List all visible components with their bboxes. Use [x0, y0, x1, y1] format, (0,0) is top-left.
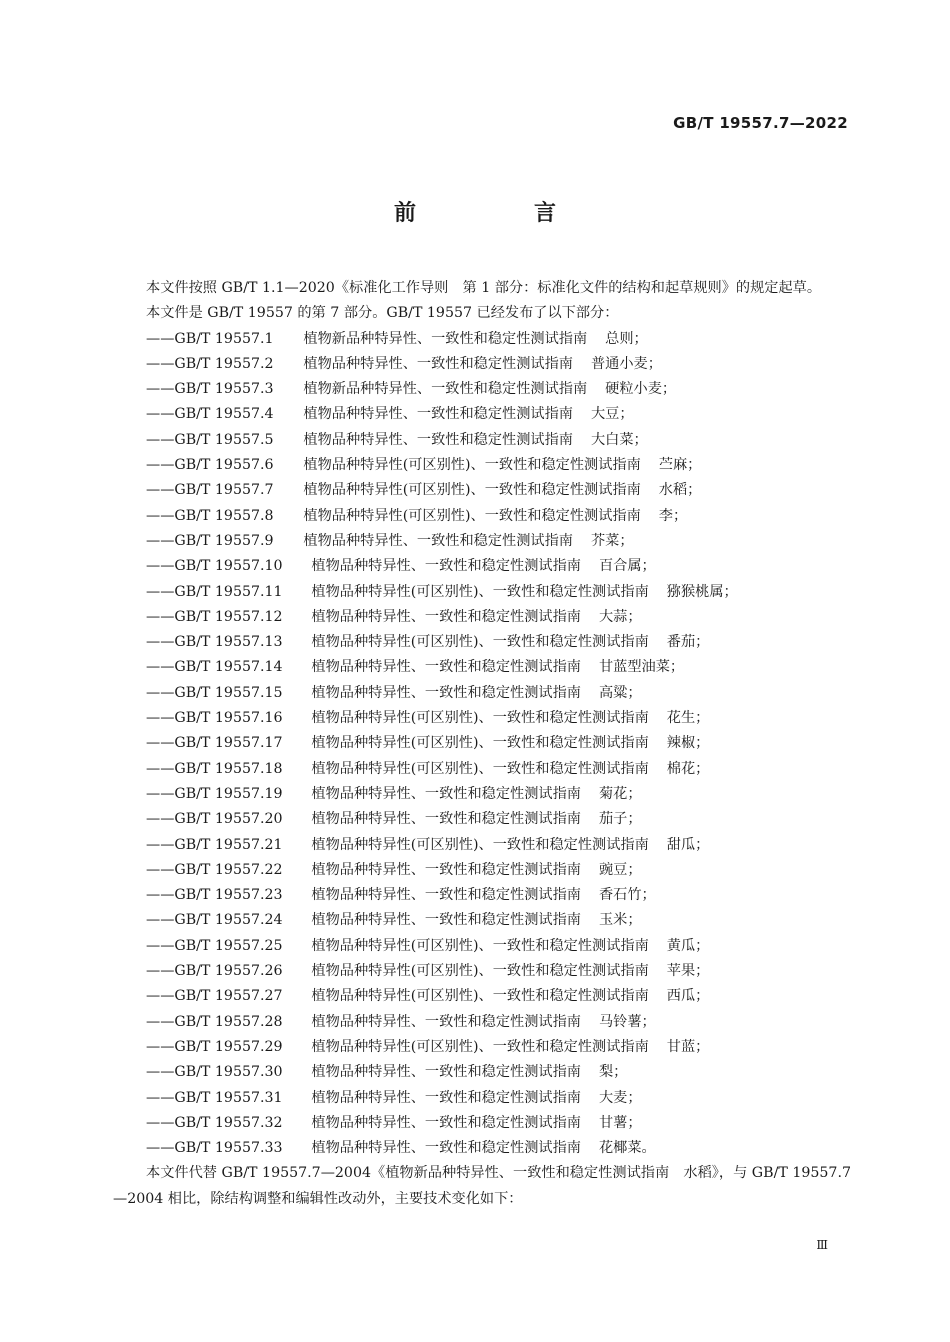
part-code: GB/T 19557.1	[174, 330, 274, 347]
part-code: GB/T 19557.27	[174, 988, 283, 1005]
part-crop: 大麦；	[598, 1089, 642, 1106]
closing-paragraph: 本文件代替 GB/T 19557.7—2004《植物新品种特异性、一致性和稳定性测试指南 水稻》，与 GB/T 19557.7—2004 相比，除结构调整和编辑性改动外，主要技术变化如下：	[113, 1165, 851, 1207]
list-dash: ——	[146, 558, 175, 575]
document-code: GB/T 19557.7—2022	[673, 114, 848, 132]
list-dash: ——	[146, 684, 175, 701]
part-title: 植物品种特异性(可区别性)、一致性和稳定性测试指南	[311, 963, 649, 980]
part-title: 植物新品种特异性、一致性和稳定性测试指南	[303, 381, 588, 398]
part-code: GB/T 19557.2	[174, 355, 274, 372]
list-item	[113, 1060, 851, 1085]
part-code: GB/T 19557.28	[174, 1013, 283, 1030]
list-item	[113, 1136, 851, 1161]
list-dash: ——	[146, 482, 175, 499]
list-item	[113, 1035, 851, 1060]
part-code: GB/T 19557.18	[174, 760, 283, 777]
list-dash: ——	[146, 1140, 175, 1157]
part-title: 植物品种特异性(可区别性)、一致性和稳定性测试指南	[311, 710, 649, 727]
part-crop: 棉花；	[666, 760, 710, 777]
part-title: 植物品种特异性(可区别性)、一致性和稳定性测试指南	[311, 1038, 649, 1055]
part-title: 植物品种特异性(可区别性)、一致性和稳定性测试指南	[311, 735, 649, 752]
list-item	[113, 402, 851, 427]
intro-paragraph-1: 本文件按照 GB/T 1.1—2020《标准化工作导则 第 1 部分：标准化文件的结构和起草规则》的规定起草。	[146, 280, 822, 296]
part-title: 植物品种特异性、一致性和稳定性测试指南	[311, 912, 581, 929]
part-code: GB/T 19557.23	[174, 887, 283, 904]
part-crop: 菊花；	[598, 785, 642, 802]
part-crop: 茄子；	[598, 811, 642, 828]
part-title: 植物品种特异性(可区别性)、一致性和稳定性测试指南	[311, 988, 649, 1005]
list-dash: ——	[146, 1114, 175, 1131]
list-dash: ——	[146, 659, 175, 676]
part-crop: 普通小麦；	[590, 355, 662, 372]
part-code: GB/T 19557.12	[174, 608, 283, 625]
part-code: GB/T 19557.32	[174, 1114, 283, 1131]
list-item	[113, 428, 851, 453]
part-crop: 马铃薯；	[598, 1013, 656, 1030]
parts-list	[113, 327, 851, 1162]
part-code: GB/T 19557.25	[174, 937, 283, 954]
part-crop: 花椰菜。	[598, 1140, 656, 1157]
list-item	[113, 959, 851, 984]
part-title: 植物品种特异性(可区别性)、一致性和稳定性测试指南	[311, 760, 649, 777]
list-item	[113, 478, 851, 503]
list-dash: ——	[146, 608, 175, 625]
part-title: 植物品种特异性、一致性和稳定性测试指南	[311, 1064, 581, 1081]
list-dash: ——	[146, 861, 175, 878]
part-crop: 苹果；	[666, 963, 710, 980]
list-item	[113, 554, 851, 579]
part-crop: 大白菜；	[590, 431, 648, 448]
list-item	[113, 681, 851, 706]
part-crop: 大蒜；	[598, 608, 642, 625]
part-title: 植物品种特异性、一致性和稳定性测试指南	[303, 406, 573, 423]
list-item	[113, 757, 851, 782]
part-code: GB/T 19557.19	[174, 785, 283, 802]
part-code: GB/T 19557.6	[174, 457, 274, 474]
list-item	[113, 934, 851, 959]
list-dash: ——	[146, 937, 175, 954]
list-item	[113, 731, 851, 756]
part-crop: 番茄；	[666, 634, 710, 651]
list-item	[113, 807, 851, 832]
part-title: 植物品种特异性(可区别性)、一致性和稳定性测试指南	[303, 457, 641, 474]
part-crop: 水稻；	[658, 482, 702, 499]
list-item	[113, 453, 851, 478]
part-crop: 梨；	[598, 1064, 628, 1081]
part-crop: 硬粒小麦；	[605, 381, 677, 398]
list-item	[113, 883, 851, 908]
list-item	[113, 630, 851, 655]
part-crop: 苎麻；	[658, 457, 702, 474]
part-code: GB/T 19557.17	[174, 735, 283, 752]
part-crop: 李；	[658, 507, 688, 524]
document-body	[113, 276, 851, 1212]
part-crop: 甜瓜；	[666, 836, 710, 853]
part-crop: 黄瓜；	[666, 937, 710, 954]
part-title: 植物品种特异性、一致性和稳定性测试指南	[311, 1089, 581, 1106]
part-title: 植物品种特异性、一致性和稳定性测试指南	[311, 558, 581, 575]
part-crop: 甘蓝型油菜；	[598, 659, 685, 676]
part-code: GB/T 19557.4	[174, 406, 274, 423]
part-crop: 西瓜；	[666, 988, 710, 1005]
list-dash: ——	[146, 431, 175, 448]
part-title: 植物品种特异性(可区别性)、一致性和稳定性测试指南	[311, 937, 649, 954]
part-code: GB/T 19557.31	[174, 1089, 283, 1106]
part-code: GB/T 19557.26	[174, 963, 283, 980]
list-item	[113, 706, 851, 731]
part-crop: 甘蓝；	[666, 1038, 710, 1055]
list-dash: ——	[146, 1013, 175, 1030]
part-title: 植物品种特异性、一致性和稳定性测试指南	[303, 532, 573, 549]
part-code: GB/T 19557.7	[174, 482, 274, 499]
part-title: 植物品种特异性、一致性和稳定性测试指南	[311, 811, 581, 828]
list-item	[113, 580, 851, 605]
intro-paragraph-2: 本文件是 GB/T 19557 的第 7 部分。GB/T 19557 已经发布了以下部分：	[146, 305, 619, 322]
list-dash: ——	[146, 912, 175, 929]
list-dash: ——	[146, 634, 175, 651]
part-crop: 豌豆；	[598, 861, 642, 878]
part-code: GB/T 19557.3	[174, 381, 274, 398]
part-code: GB/T 19557.14	[174, 659, 283, 676]
list-dash: ——	[146, 1089, 175, 1106]
part-title: 植物品种特异性、一致性和稳定性测试指南	[311, 887, 581, 904]
list-dash: ——	[146, 988, 175, 1005]
page-number: Ⅲ	[816, 1238, 828, 1252]
part-code: GB/T 19557.20	[174, 811, 283, 828]
list-dash: ——	[146, 735, 175, 752]
list-dash: ——	[146, 507, 175, 524]
list-dash: ——	[146, 330, 175, 347]
list-item	[113, 1010, 851, 1035]
list-item	[113, 1111, 851, 1136]
part-code: GB/T 19557.21	[174, 836, 283, 853]
part-title: 植物品种特异性、一致性和稳定性测试指南	[311, 1114, 581, 1131]
list-dash: ——	[146, 760, 175, 777]
part-title: 植物新品种特异性、一致性和稳定性测试指南	[303, 330, 588, 347]
part-crop: 芥菜；	[590, 532, 634, 549]
part-code: GB/T 19557.5	[174, 431, 274, 448]
list-dash: ——	[146, 457, 175, 474]
list-dash: ——	[146, 1038, 175, 1055]
list-dash: ——	[146, 836, 175, 853]
list-item	[113, 984, 851, 1009]
part-crop: 花生；	[666, 710, 710, 727]
part-code: GB/T 19557.10	[174, 558, 283, 575]
list-item	[113, 833, 851, 858]
list-dash: ——	[146, 381, 175, 398]
part-code: GB/T 19557.30	[174, 1064, 283, 1081]
list-dash: ——	[146, 963, 175, 980]
part-code: GB/T 19557.8	[174, 507, 274, 524]
part-code: GB/T 19557.24	[174, 912, 283, 929]
part-title: 植物品种特异性(可区别性)、一致性和稳定性测试指南	[303, 482, 641, 499]
list-item	[113, 1086, 851, 1111]
part-code: GB/T 19557.29	[174, 1038, 283, 1055]
part-crop: 高粱；	[598, 684, 642, 701]
part-title: 植物品种特异性、一致性和稳定性测试指南	[311, 1140, 581, 1157]
list-item	[113, 529, 851, 554]
list-item	[113, 327, 851, 352]
part-title: 植物品种特异性、一致性和稳定性测试指南	[311, 608, 581, 625]
list-dash: ——	[146, 355, 175, 372]
part-code: GB/T 19557.22	[174, 861, 283, 878]
list-dash: ——	[146, 583, 175, 600]
list-dash: ——	[146, 887, 175, 904]
list-item	[113, 605, 851, 630]
part-crop: 玉米；	[598, 912, 642, 929]
part-crop: 辣椒；	[666, 735, 710, 752]
part-crop: 猕猴桃属；	[666, 583, 738, 600]
part-title: 植物品种特异性、一致性和稳定性测试指南	[303, 431, 573, 448]
part-title: 植物品种特异性(可区别性)、一致性和稳定性测试指南	[311, 583, 649, 600]
part-crop: 甘薯；	[598, 1114, 642, 1131]
part-title: 植物品种特异性、一致性和稳定性测试指南	[311, 684, 581, 701]
list-dash: ——	[146, 1064, 175, 1081]
part-code: GB/T 19557.16	[174, 710, 283, 727]
list-item	[113, 504, 851, 529]
list-dash: ——	[146, 785, 175, 802]
list-item	[113, 352, 851, 377]
list-item	[113, 377, 851, 402]
part-crop: 总则；	[605, 330, 648, 347]
part-code: GB/T 19557.9	[174, 532, 274, 549]
part-title: 植物品种特异性、一致性和稳定性测试指南	[303, 355, 573, 372]
part-code: GB/T 19557.15	[174, 684, 283, 701]
part-crop: 香石竹；	[598, 887, 656, 904]
part-title: 植物品种特异性、一致性和稳定性测试指南	[311, 659, 581, 676]
part-title: 植物品种特异性、一致性和稳定性测试指南	[311, 785, 581, 802]
list-dash: ——	[146, 811, 175, 828]
part-crop: 百合属；	[598, 558, 656, 575]
list-item	[113, 655, 851, 680]
part-title: 植物品种特异性(可区别性)、一致性和稳定性测试指南	[303, 507, 641, 524]
page-title: 前 言	[393, 201, 604, 226]
part-crop: 大豆；	[590, 406, 634, 423]
list-dash: ——	[146, 532, 175, 549]
part-code: GB/T 19557.13	[174, 634, 283, 651]
list-dash: ——	[146, 406, 175, 423]
part-code: GB/T 19557.33	[174, 1140, 283, 1157]
part-title: 植物品种特异性(可区别性)、一致性和稳定性测试指南	[311, 634, 649, 651]
part-title: 植物品种特异性、一致性和稳定性测试指南	[311, 861, 581, 878]
list-dash: ——	[146, 710, 175, 727]
list-item	[113, 908, 851, 933]
list-item	[113, 858, 851, 883]
part-code: GB/T 19557.11	[174, 583, 283, 600]
part-title: 植物品种特异性(可区别性)、一致性和稳定性测试指南	[311, 836, 649, 853]
part-title: 植物品种特异性、一致性和稳定性测试指南	[311, 1013, 581, 1030]
list-item	[113, 782, 851, 807]
